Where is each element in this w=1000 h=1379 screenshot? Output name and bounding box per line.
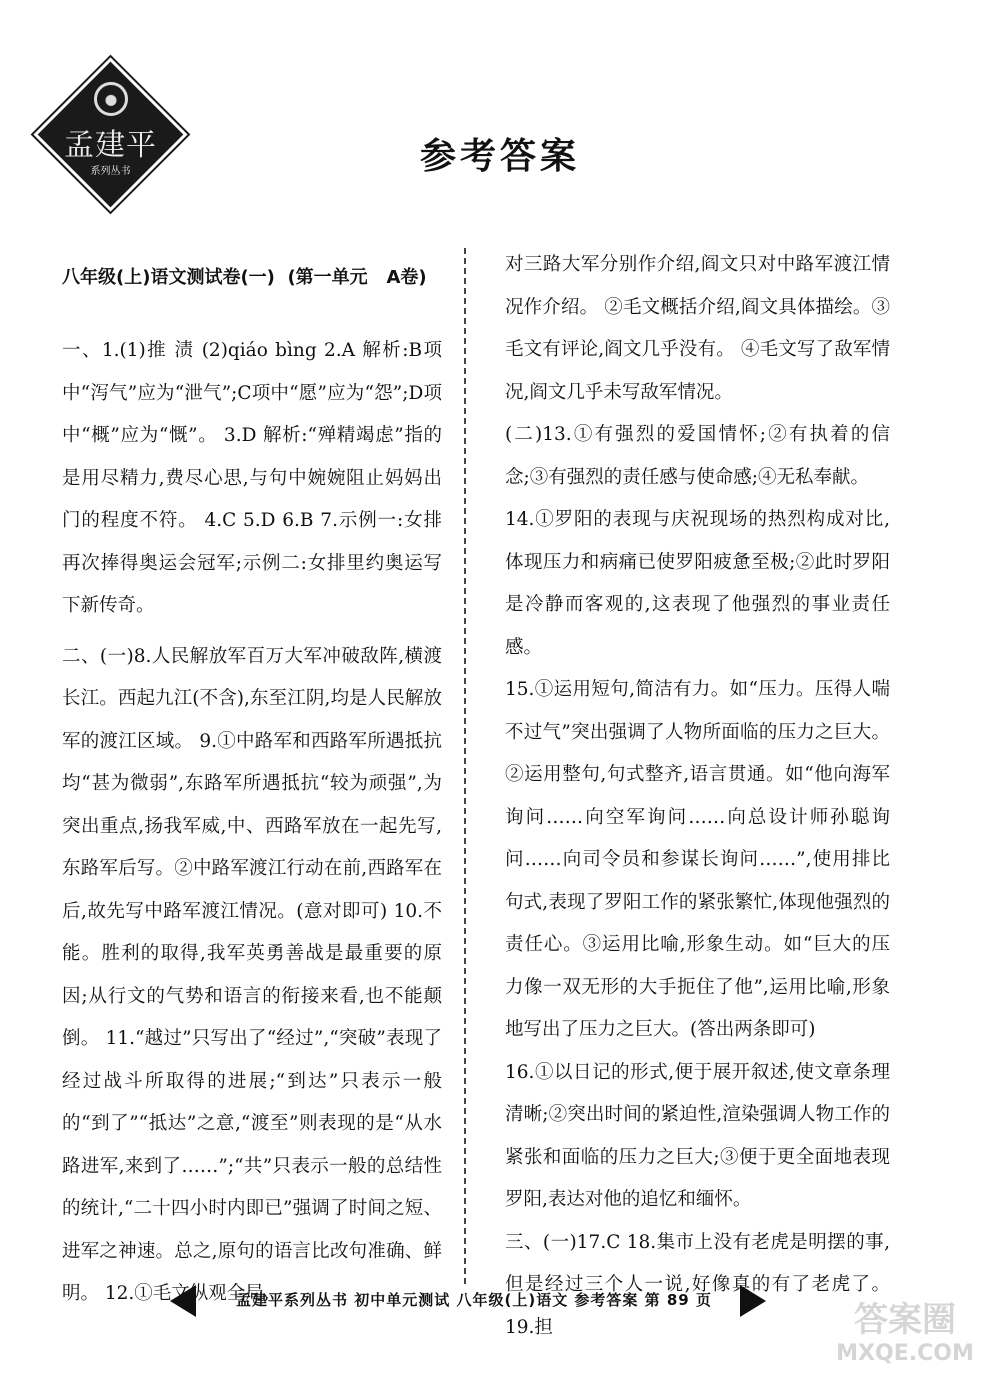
arrow-left-icon <box>170 1285 196 1317</box>
answer-paragraph: 三、(一)17.C 18.集市上没有老虎是明摆的事,但是经过三个人一说,好像真的有了老虎了。 19.担 <box>505 1231 890 1338</box>
answer-paragraph: 14.①罗阳的表现与庆祝现场的热烈构成对比,体现压力和病痛已使罗阳疲惫至极;②此时罗阳是冷静而客观的,这表现了他强烈的事业责任感。 <box>505 509 890 658</box>
watermark-line2: MXQE.COM <box>836 1341 974 1366</box>
column-divider <box>464 248 466 1284</box>
watermark-line1: 答案圈 <box>854 1300 956 1340</box>
logo-series: 系列丛书 <box>90 166 131 177</box>
site-watermark <box>820 1300 990 1375</box>
logo-brand: 孟建平 <box>64 128 157 163</box>
answer-paragraph: 16.①以日记的形式,便于展开叙述,使文章条理清晰;②突出时间的紧迫性,渲染强调人物工作的紧张和面临的压力之巨大;③便于更全面地表现罗阳,表达对他的追忆和缅怀。 <box>505 1061 890 1210</box>
page-footer <box>170 1281 770 1321</box>
right-column <box>505 244 890 1349</box>
arrow-right-icon <box>740 1285 766 1317</box>
answer-paragraph: 一、1.(1)推 渍 (2)qiáo bìng 2.A 解析:B项中“泻气”应为“泄气”;C项中“愿”应为“怨”;D项中“概”应为“慨”。 3.D 解析:“殚精竭虑”指的是用尽精力,费尽心思,与句中婉婉阻止妈妈出门的程度不符。 4.C 5.D 6.B 7.示例一:女排再次捧得奥运会冠军;示例二:女排里约奥运写下新传奇。 <box>62 340 442 616</box>
answer-paragraph: 二、(一)8.人民解放军百万大军冲破敌阵,横渡长江。西起九江(不含),东至江阴,均是人民解放军的渡江区域。 9.①中路军和西路军所遇抵抗均“甚为微弱”,东路军所遇抵抗“较为顽强”,为突出重点,扬我军威,中、西路军放在一起先写,东路军后写。②中路军渡江行动在前,西路军在后,故先写中路军渡江情况。(意对即可) 10.不能。胜利的取得,我军英勇善战是最重要的原因;从行文的气势和语言的衔接来看,也不能颠倒。 11.“越过”只写出了“经过”,“突破”表现了经过战斗所取得的进展;“到达”只表示一般的“到了”“抵达”之意,“渡至”则表现的是“从水路进军,来到了……”;“共”只表示一般的总结性的统计,“二十四小时内即已”强调了时间之短、进军之神速。总之,原句的语言比改句准确、鲜明。 12.①毛文纵观全局, <box>62 645 442 1304</box>
footer-text: 孟建平系列丛书 初中单元测试 八年级(上)语文 参考答案 第 89 页 <box>236 1291 712 1309</box>
left-column <box>62 244 442 1316</box>
page-title: 参考答案 <box>419 136 580 177</box>
answer-paragraph: 15.①运用短句,简洁有力。如“压力。压得人喘不过气”突出强调了人物所面临的压力之巨大。②运用整句,句式整齐,语言贯通。如“他向海军询问……向空军询问……向总设计师孙聪询问……向司令员和参谋长询问……”,使用排比句式,表现了罗阳工作的紧张繁忙,体现他强烈的责任心。③运用比喻,形象生动。如“巨大的压力像一双无形的大手扼住了他”,运用比喻,形象地写出了压力之巨大。(答出两条即可) <box>505 679 890 1040</box>
emblem-icon <box>94 82 128 116</box>
answer-paragraph: (二)13.①有强烈的爱国情怀;②有执着的信念;③有强烈的责任感与使命感;④无私奉献。 <box>505 424 890 488</box>
answer-paragraph: 对三路大军分别作介绍,阎文只对中路军渡江情况作介绍。 ②毛文概括介绍,阎文具体描绘。③毛文有评论,阎文几乎没有。 ④毛文写了敌军情况,阎文几乎未写敌军情况。 <box>505 254 890 403</box>
test-heading: 八年级(上)语文测试卷(一) (第一单元 A卷) <box>62 267 427 288</box>
